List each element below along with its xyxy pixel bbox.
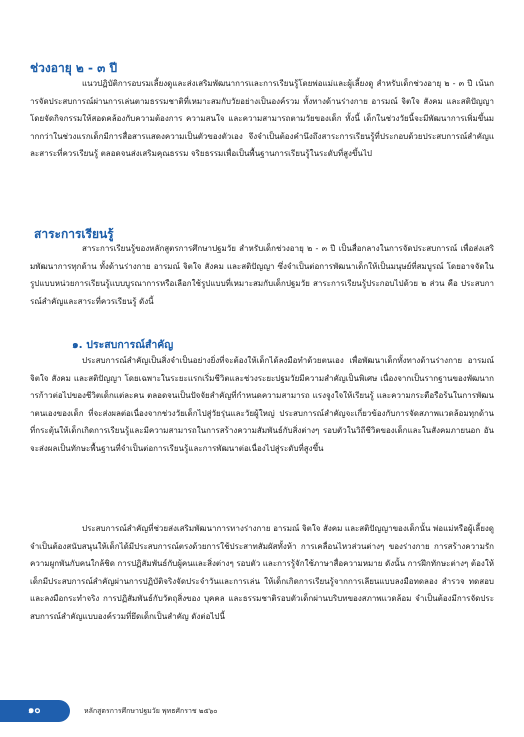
key-experience-paragraph-2: ประสบการณ์สำคัญที่ช่วยส่งเสริมพัฒนาการทางร่างกาย อารมณ์ จิตใจ สังคม และสติปัญญาของเด็กนั้น พ่อแม่หรือผู้เลี้ยงดูจำเป็นต้องสนับสนุนให้เด็กได้มีประสบการณ์ตรงด้วยการใช้ประสาทสัมผัสทั้งห้า การเคลื่อนไหวส่วนต่างๆ ของร่างกาย การสร้างความรัก ความผูกพันกับคนใกล้ชิด การปฏิสัมพันธ์กับผู้คนและสิ่งต่างๆ รอบตัว และการรู้จักใช้ภาษาสื่อความหมาย ดังนั้น การฝึกทักษะต่างๆ ต้องให้เด็กมีประสบการณ์สำคัญผ่านการปฏิบัติจริงจัดประจำวันและการเล่น ให้เด็กเกิดการเรียนรู้จากการเลียนแบบลงมือทดลอง สำรวจ ทดสอบ และลงมือกระทำจริง การปฏิสัมพันธ์กับวัตถุสิ่งของ บุคคล และธรรมชาติรอบตัวเด็กผ่านบริบทของสภาพแวดล้อม จำเป็นต้องมีการจัดประสบการณ์สำคัญแบบองค์รวมที่ยึดเด็กเป็นสำคัญ ดังต่อไปนี้ [30,524,494,621]
page-number: ๑๐ [28,705,41,716]
intro-paragraph: แนวปฏิบัติการอบรมเลี้ยงดูและส่งเสริมพัฒนาการและการเรียนรู้โดยพ่อแม่และผู้เลี้ยงดู สำหรับเด็กช่วงอายุ ๒ - ๓ ปี เน้นการจัดประสบการณ์ผ่านการเล่นตามธรรมชาติที่เหมาะสมกับวัยอย่างเป็นองค์รวม ทั้งทางด้านร่างกาย อารมณ์ จิตใจ สังคม และสติปัญญา โดยจัดกิจกรรมให้สอดคล้องกับความต้องการ ความสนใจ และความสามารถตามวัยของเด็ก ทั้งนี้ เด็กในช่วงวัยนี้จะมีพัฒนาการเพิ่มขึ้นมากกว่าในช่วงแรกเด็กมีการสื่อสารแสดงความเป็นตัวของตัวเอง จึงจำเป็นต้องคำนึงถึงสาระการเรียนรู้ที่ประกอบด้วยประสบการณ์สำคัญและสาระที่ควรเรียนรู้ ตลอดจนส่งเสริมคุณธรรม จริยธรรมเพื่อเป็นพื้นฐานการเรียนรู้ในระดับที่สูงขึ้นไป [30,79,494,159]
learning-content-paragraph: สาระการเรียนรู้ของหลักสูตรการศึกษาปฐมวัย สำหรับเด็กช่วงอายุ ๒ - ๓ ปี เป็นสื่อกลางในการจัดประสบการณ์ เพื่อส่งเสริมพัฒนาการทุกด้าน ทั้งด้านร่างกาย อารมณ์ จิตใจ สังคม และสติปัญญา ซึ่งจำเป็นต่อการพัฒนาเด็กให้เป็นมนุษย์ที่สมบูรณ์ โดยอาจจัดในรูปแบบหน่วยการเรียนรู้แบบบูรณาการหรือเลือกใช้รูปแบบที่เหมาะสมกับเด็กปฐมวัย สาระการเรียนรู้ประกอบไปด้วย ๒ ส่วน คือ ประสบการณ์สำคัญและสาระที่ควรเรียนรู้ ดังนี้ [30,244,494,306]
learning-content-heading: สาระการเรียนรู้ [34,227,114,241]
age-range-heading: ช่วงอายุ ๒ - ๓ ปี [30,61,118,75]
key-experience-paragraph-1: ประสบการณ์สำคัญเป็นสิ่งจำเป็นอย่างยิ่งที่จะต้องให้เด็กได้ลงมือทำด้วยตนเอง เพื่อพัฒนาเด็กทั้งทางด้านร่างกาย อารมณ์ จิตใจ สังคม และสติปัญญา โดยเฉพาะในระยะแรกเริ่มชีวิตและช่วงระยะปฐมวัยมีความสำคัญเป็นพิเศษ เนื่องจากเป็นรากฐานของพัฒนาการก้าวต่อไปของชีวิตเด็กแต่ละคน ตลอดจนเป็นปัจจัยสำคัญที่กำหนดความสามารถ แรงจูงใจให้เรียนรู้ และความกระตือรือร้นในการพัฒนาตนเองของเด็ก ที่จะส่งผลต่อเนื่องจากช่วงวัยเด็กไปสู่วัยรุ่นและวัยผู้ใหญ่ ประสบการณ์สำคัญจะเกี่ยวข้องกับการจัดสภาพแวดล้อมทุกด้านที่กระตุ้นให้เด็กเกิดการเรียนรู้และมีความสามารถในการสร้างความสัมพันธ์กับสิ่งต่างๆ รอบตัวในวิถีชีวิตของเด็กและในสังคมภายนอก อันจะส่งผลเป็นทักษะพื้นฐานที่จำเป็นต่อการเรียนรู้และการพัฒนาต่อเนื่องไปสู่ระดับที่สูงขึ้น [30,356,494,453]
footer-book-title: หลักสูตรการศึกษาปฐมวัย พุทธศักราช ๒๕๖๐ [84,707,218,715]
key-experience-heading: ๑. ประสบการณ์สำคัญ [72,339,174,351]
